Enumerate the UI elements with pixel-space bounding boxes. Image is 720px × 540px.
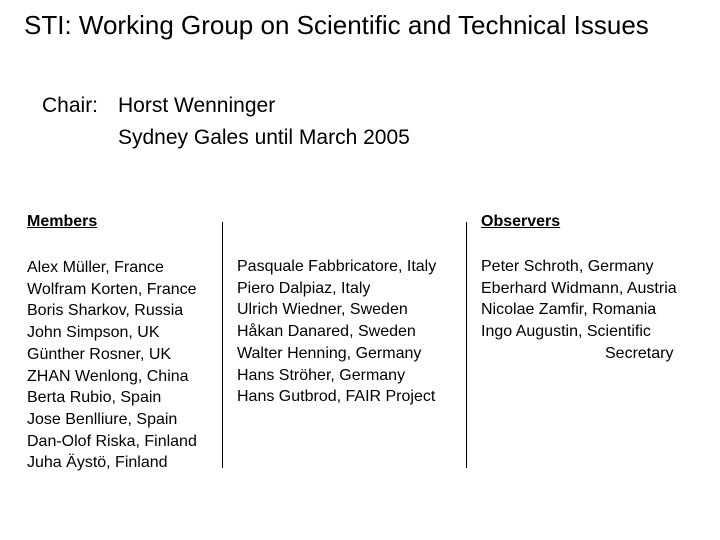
observer-item-continuation: Secretary (605, 344, 674, 362)
member-item: Wolfram Korten, France (27, 280, 197, 298)
member-item: Günther Rosner, UK (27, 345, 172, 363)
member-item: ZHAN Wenlong, China (27, 367, 189, 385)
observers-list (481, 256, 677, 365)
observer-item: Eberhard Widmann, Austria (481, 279, 677, 297)
member-item: Hans Ströher, Germany (237, 366, 406, 384)
observers-heading: Observers (481, 213, 561, 230)
column-divider-left (222, 222, 223, 468)
slide-title: STI: Working Group on Scientific and Technical Issues (24, 10, 649, 40)
chair-name: Horst Wenninger (118, 94, 276, 117)
member-item: Jose Benlliure, Spain (27, 410, 178, 428)
members-list-2 (237, 256, 436, 408)
member-item: Håkan Danared, Sweden (237, 323, 416, 341)
column-divider-right (466, 222, 467, 468)
member-item: Ulrich Wiedner, Sweden (237, 301, 408, 319)
member-item: Walter Henning, Germany (237, 344, 422, 362)
observer-item: Peter Schroth, Germany (481, 258, 654, 275)
chair-label: Chair: (42, 94, 99, 117)
member-item: Piero Dalpiaz, Italy (237, 279, 371, 297)
member-item: Alex Müller, France (27, 259, 164, 276)
member-item: Juha Äystö, Finland (27, 454, 168, 472)
members-list-1 (27, 257, 197, 474)
members-heading: Members (27, 213, 98, 230)
member-item: Boris Sharkov, Russia (27, 302, 184, 320)
member-item: John Simpson, UK (27, 324, 160, 342)
member-item: Pasquale Fabbricatore, Italy (237, 258, 437, 275)
observer-item: Ingo Augustin, Scientific (481, 323, 651, 341)
former-chair: Sydney Gales until March 2005 (118, 126, 410, 149)
observer-item: Nicolae Zamfir, Romania (481, 301, 657, 319)
member-item: Berta Rubio, Spain (27, 389, 162, 407)
member-item: Hans Gutbrod, FAIR Project (237, 388, 436, 406)
member-item: Dan-Olof Riska, Finland (27, 432, 197, 450)
